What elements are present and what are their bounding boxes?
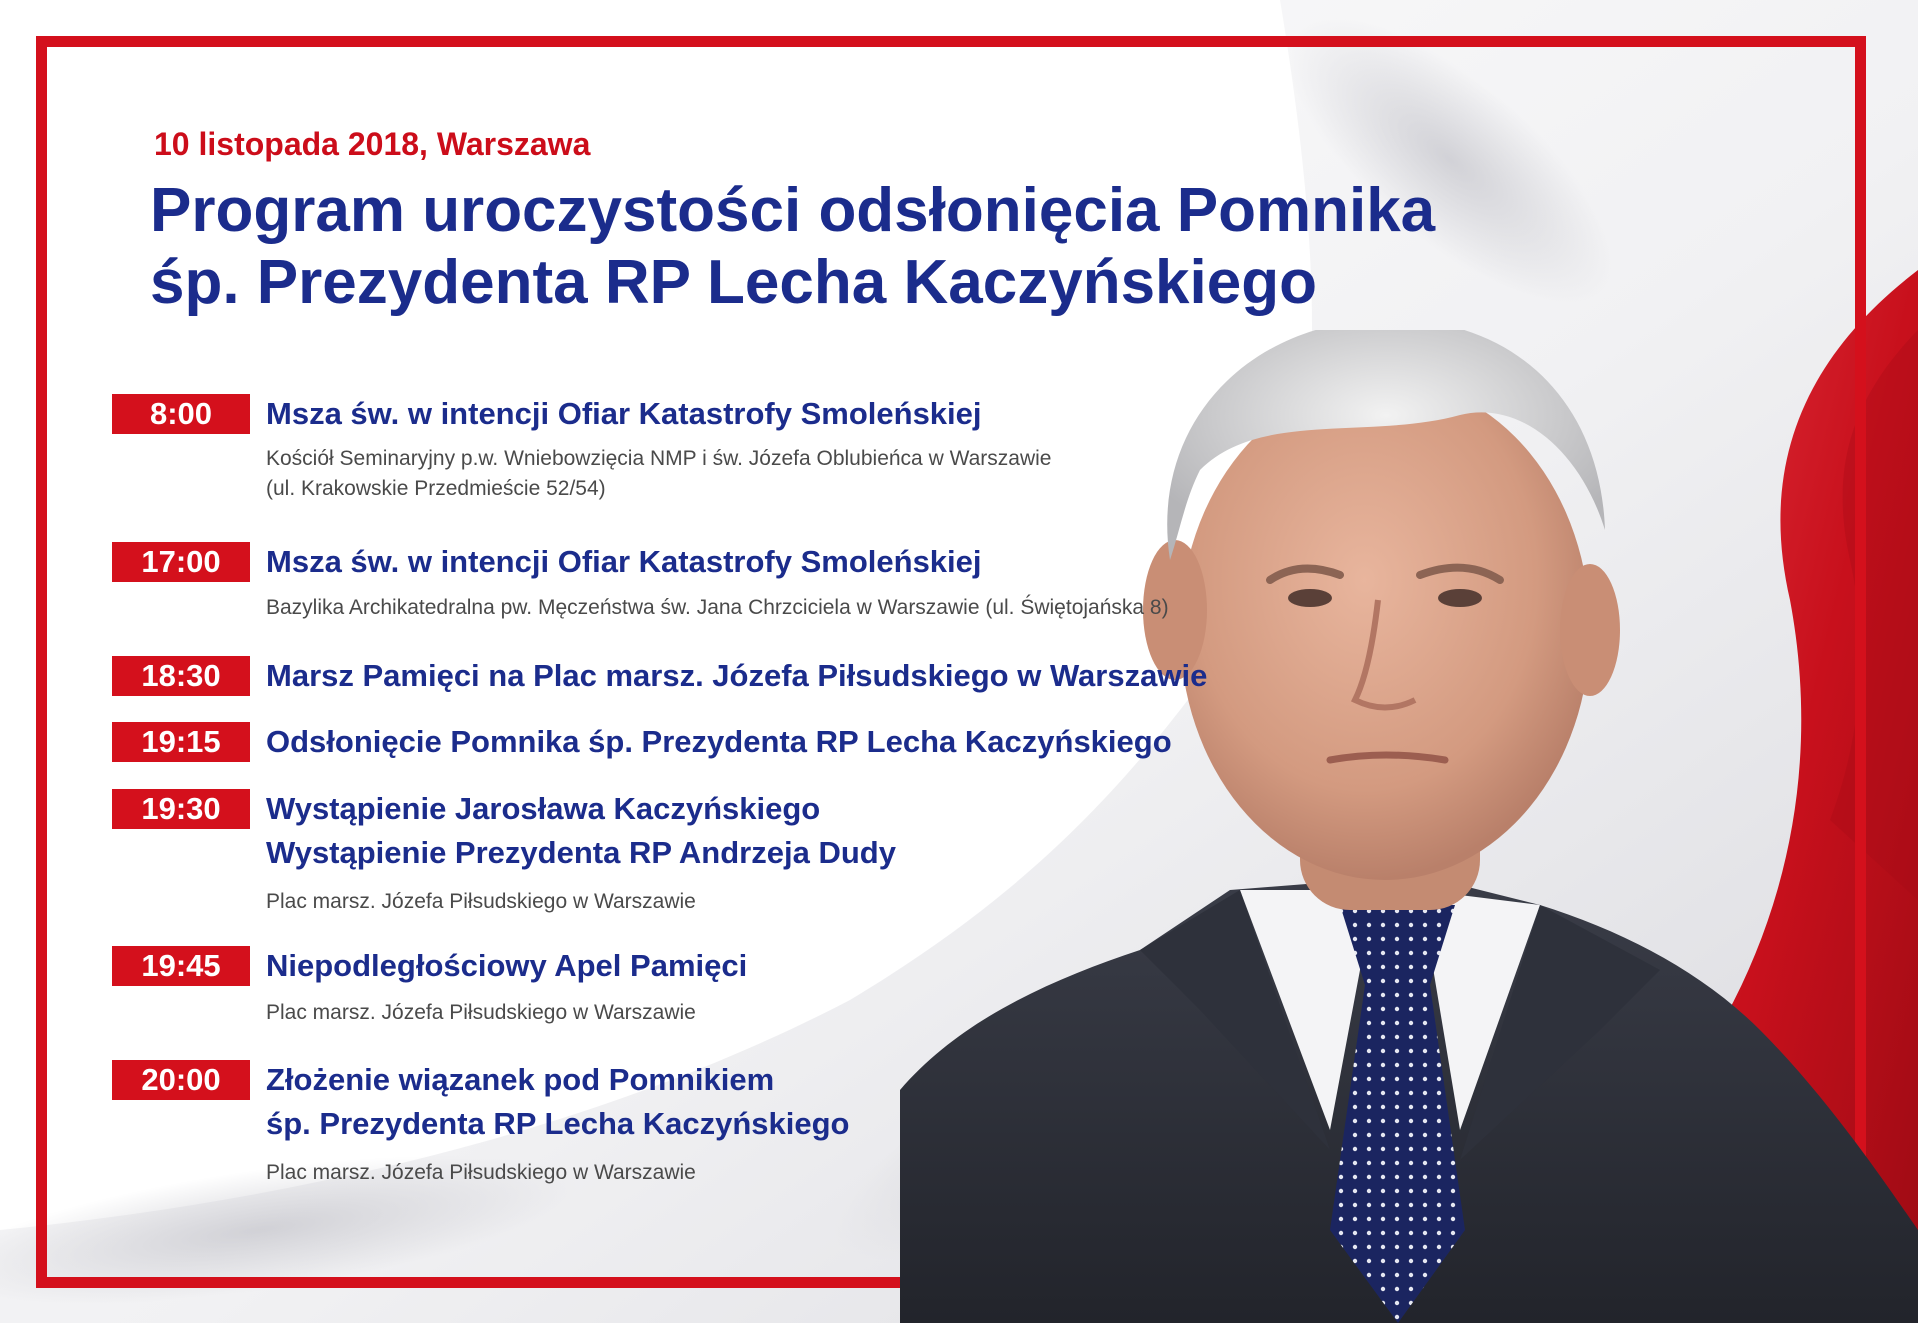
event-title [266, 787, 896, 875]
event-title-line: Msza św. w intencji Ofiar Katastrofy Smoleńskiej [266, 544, 982, 579]
event-place [266, 887, 696, 917]
time-badge: 19:45 [112, 946, 250, 986]
portrait-photo [900, 330, 1918, 1323]
event-title-line: Wystąpienie Jarosława Kaczyńskiego [266, 791, 821, 826]
title-line-2: śp. Prezydenta RP Lecha Kaczyńskiego [150, 248, 1317, 317]
time-badge: 17:00 [112, 542, 250, 582]
event-title [266, 944, 747, 988]
event-title [266, 1058, 850, 1146]
event-title-line: Złożenie wiązanek pod Pomnikiem [266, 1062, 775, 1097]
event-title [266, 540, 982, 584]
event-title-line: Odsłonięcie Pomnika śp. Prezydenta RP Lecha Kaczyńskiego [266, 724, 1172, 759]
event-title-line: Marsz Pamięci na Plac marsz. Józefa Piłsudskiego w Warszawie [266, 658, 1208, 693]
time-badge: 19:30 [112, 789, 250, 829]
event-title-line: Msza św. w intencji Ofiar Katastrofy Smoleńskiej [266, 396, 982, 431]
event-place [266, 1158, 696, 1188]
event-place-line: Plac marsz. Józefa Piłsudskiego w Warszawie [266, 1001, 696, 1024]
event-place-line: Plac marsz. Józefa Piłsudskiego w Warszawie [266, 1161, 696, 1184]
time-badge: 20:00 [112, 1060, 250, 1100]
page-title [150, 175, 1435, 319]
event-title [266, 654, 1207, 698]
title-line-1: Program uroczystości odsłonięcia Pomnika [150, 176, 1436, 245]
event-title [266, 720, 1172, 764]
event-place [266, 444, 1051, 504]
event-title-line: Niepodległościowy Apel Pamięci [266, 948, 748, 983]
event-place-line: Kościół Seminaryjny p.w. Wniebowzięcia NMP i św. Józefa Oblubieńca w Warszawie [266, 447, 1052, 470]
time-badge: 8:00 [112, 394, 250, 434]
event-place [266, 593, 1169, 623]
event-place-line: Plac marsz. Józefa Piłsudskiego w Warszawie [266, 890, 696, 913]
event-title-line: Wystąpienie Prezydenta RP Andrzeja Dudy [266, 835, 896, 870]
event-place-line: (ul. Krakowskie Przedmieście 52/54) [266, 477, 606, 500]
time-badge: 18:30 [112, 656, 250, 696]
event-title [266, 392, 982, 436]
event-title-line: śp. Prezydenta RP Lecha Kaczyńskiego [266, 1106, 850, 1141]
date-and-place: 10 listopada 2018, Warszawa [154, 126, 591, 162]
event-place [266, 998, 696, 1028]
time-badge: 19:15 [112, 722, 250, 762]
event-place-line: Bazylika Archikatedralna pw. Męczeństwa św. Jana Chrzciciela w Warszawie (ul. Świętojańska 8) [266, 596, 1169, 619]
